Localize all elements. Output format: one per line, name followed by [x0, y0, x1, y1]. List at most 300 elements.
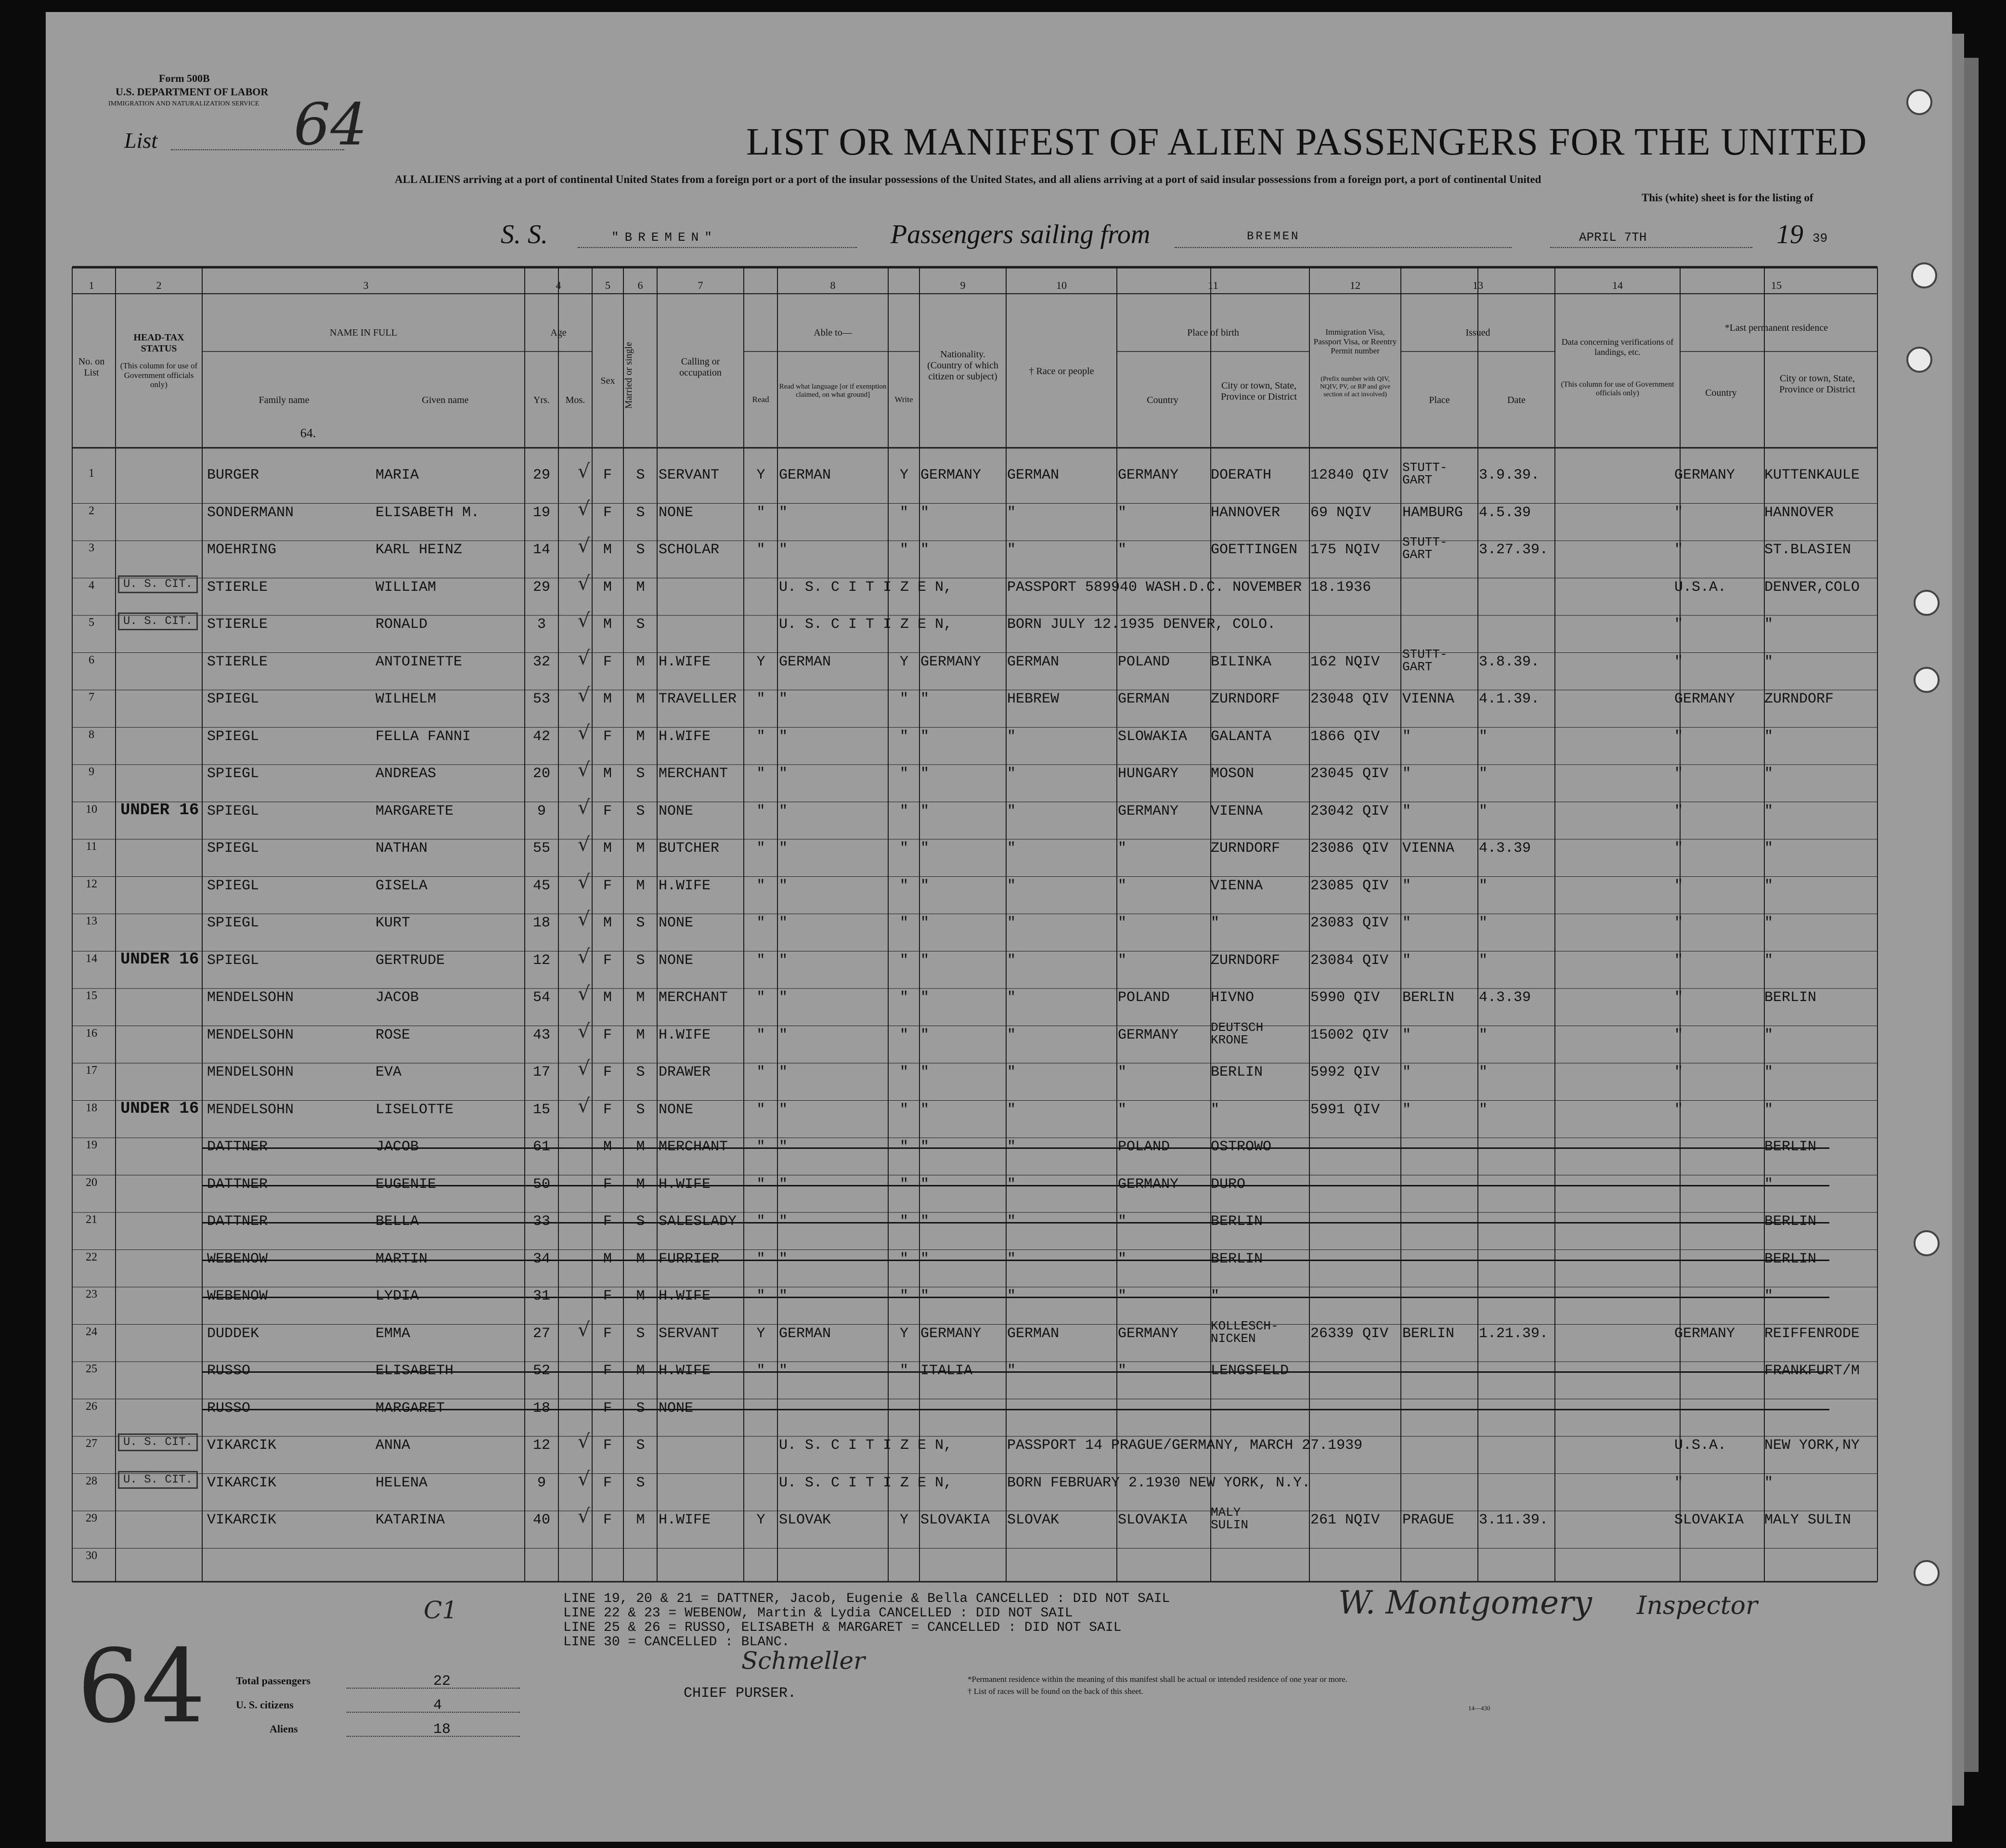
check-mark-icon: √ — [578, 684, 590, 706]
row-6-nat: GERMANY — [920, 653, 982, 670]
row-11-no: 11 — [86, 840, 97, 853]
row-3-visa: 175 NQIV — [1310, 542, 1380, 558]
row-11-race: " — [1007, 840, 1016, 857]
row-22-race: " — [1007, 1250, 1016, 1267]
row-5-given: RONALD — [375, 616, 428, 633]
row-24-sex: F — [603, 1325, 612, 1342]
row-7-bcountry: GERMAN — [1118, 691, 1170, 707]
header-write: Write — [894, 395, 913, 404]
check-mark-icon: √ — [578, 1094, 590, 1117]
ship-name: "BREMEN" — [611, 230, 718, 245]
row-4-sex: M — [603, 579, 612, 596]
row-16-lang: " — [779, 1027, 788, 1043]
col-number-3: 3 — [363, 279, 369, 291]
row-12-bcity: VIENNA — [1211, 877, 1263, 894]
row-7-idate: 4.1.39. — [1479, 691, 1540, 707]
row-12-lang: " — [779, 877, 788, 894]
row-17-family: MENDELSOHN — [207, 1064, 294, 1080]
row-4-no: 4 — [89, 579, 94, 592]
row-12-iplace: " — [1402, 877, 1411, 894]
row-24-race: GERMAN — [1007, 1325, 1060, 1342]
row-10-sex: F — [603, 803, 612, 820]
us-citizens-label: U. S. citizens — [236, 1699, 294, 1711]
row-6-yrs: 32 — [532, 653, 550, 670]
row-7-sex: M — [603, 691, 612, 707]
row-9-rcountry: " — [1674, 766, 1683, 782]
row-27-head-tax: U. S. CIT. — [118, 1433, 198, 1451]
row-27-citizen-detail: PASSPORT 14 PRAGUE/GERMANY, MARCH 27.1939 — [1007, 1437, 1363, 1454]
row-4-ms: M — [636, 579, 645, 596]
row-14-given: GERTRUDE — [375, 952, 445, 969]
row-16-read: " — [756, 1027, 765, 1043]
row-5-citizen-note: U. S. C I T I Z E N, — [779, 616, 953, 633]
row-18-family: MENDELSOHN — [207, 1101, 294, 1118]
row-13-family: SPIEGL — [207, 915, 259, 931]
row-13-calling: NONE — [659, 915, 694, 931]
row-29-sex: F — [603, 1512, 612, 1528]
header-calling: Calling or occupation — [679, 356, 722, 378]
row-7-family: SPIEGL — [207, 691, 259, 707]
row-23-read: " — [756, 1288, 765, 1304]
row-25-write: " — [899, 1363, 908, 1379]
row-15-write: " — [899, 989, 908, 1006]
row-17-rcity: " — [1764, 1064, 1773, 1080]
row-23-strikethrough — [202, 1297, 1829, 1298]
row-18-bcity: " — [1211, 1101, 1220, 1118]
row-25-ms: M — [636, 1363, 645, 1379]
row-17-nat: " — [920, 1064, 930, 1080]
row-5-ms: S — [636, 616, 645, 633]
check-mark-icon: √ — [578, 1468, 590, 1490]
row-22-yrs: 34 — [532, 1250, 550, 1267]
row-13-write: " — [899, 915, 908, 931]
row-8-sex: F — [603, 728, 612, 745]
row-6-calling: H.WIFE — [659, 653, 711, 670]
row-2-lang: " — [779, 504, 788, 521]
header-last-residence: *Last permanent residence — [1724, 323, 1828, 333]
us-citizens-value: 4 — [433, 1697, 442, 1714]
row-11-rcountry: " — [1674, 840, 1683, 857]
row-29-given: KATARINA — [375, 1512, 445, 1528]
row-9-visa: 23045 QIV — [1310, 766, 1389, 782]
row-25-family: RUSSO — [207, 1363, 251, 1379]
row-5-family: STIERLE — [207, 616, 268, 633]
row-11-given: NATHAN — [375, 840, 428, 857]
row-6-bcity: BILINKA — [1211, 653, 1272, 670]
header-family-name: Family name — [259, 395, 310, 405]
row-20-ms: M — [636, 1176, 645, 1193]
row-17-rcountry: " — [1674, 1064, 1683, 1080]
check-mark-icon: √ — [578, 535, 590, 557]
row-2-nat: " — [920, 504, 930, 521]
citizens-underline — [347, 1712, 520, 1713]
header-birth-city: City or town, State, Province or District — [1221, 380, 1297, 402]
row-3-family: MOEHRING — [207, 542, 277, 558]
row-6-visa: 162 NQIV — [1310, 653, 1380, 670]
row-3-calling: SCHOLAR — [659, 542, 720, 558]
row-18-given: LISELOTTE — [375, 1101, 454, 1118]
row-17-lang: " — [779, 1064, 788, 1080]
row-18-write: " — [899, 1101, 908, 1118]
row-21-rcity: BERLIN — [1764, 1213, 1817, 1230]
header-sex: Sex — [600, 376, 615, 386]
row-12-given: GISELA — [375, 877, 428, 894]
margin-c1: C1 — [424, 1596, 458, 1624]
header-read: Read — [752, 395, 769, 404]
row-3-bcity: GOETTINGEN — [1211, 542, 1298, 558]
sailing-port: BREMEN — [1247, 230, 1300, 243]
row-29-race: SLOVAK — [1007, 1512, 1060, 1528]
row-16-rcountry: " — [1674, 1027, 1683, 1043]
col-number-9: 9 — [960, 279, 966, 291]
row-3-iplace: STUTT- GART — [1402, 535, 1448, 562]
row-11-bcountry: " — [1118, 840, 1127, 857]
row-27-yrs: 12 — [532, 1437, 550, 1454]
header-married: Married or single — [623, 342, 634, 409]
row-10-no: 10 — [86, 803, 97, 816]
row-17-sex: F — [603, 1064, 612, 1080]
row-28-head-tax: U. S. CIT. — [118, 1471, 198, 1489]
row-17-calling: DRAWER — [659, 1064, 711, 1080]
form-code: 14—430 — [1468, 1705, 1490, 1712]
check-mark-icon: √ — [578, 945, 590, 968]
chief-purser-label: CHIEF PURSER. — [684, 1685, 797, 1702]
row-10-ms: S — [636, 803, 645, 820]
year-suffix: 39 — [1812, 231, 1828, 246]
row-10-rcity: " — [1764, 803, 1773, 820]
row-12-yrs: 45 — [532, 877, 550, 894]
row-23-nat: " — [920, 1288, 930, 1304]
row-10-rcountry: " — [1674, 803, 1683, 820]
row-17-bcity: BERLIN — [1211, 1064, 1263, 1080]
row-7-rcity: ZURNDORF — [1764, 691, 1834, 707]
row-9-calling: MERCHANT — [659, 766, 728, 782]
row-20-bcountry: GERMANY — [1118, 1176, 1179, 1193]
row-15-rcity: BERLIN — [1764, 989, 1817, 1006]
row-22-read: " — [756, 1250, 765, 1267]
row-11-lang: " — [779, 840, 788, 857]
row-3-bcountry: " — [1118, 542, 1127, 558]
row-13-given: KURT — [375, 915, 411, 931]
row-22-strikethrough — [202, 1260, 1829, 1261]
row-6-family: STIERLE — [207, 653, 268, 670]
row-14-write: " — [899, 952, 908, 969]
row-19-yrs: 61 — [532, 1139, 550, 1155]
row-18-ms: S — [636, 1101, 645, 1118]
row-17-no: 17 — [86, 1064, 97, 1077]
row-15-read: " — [756, 989, 765, 1006]
row-19-nat: " — [920, 1139, 930, 1155]
row-19-ms: M — [636, 1139, 645, 1155]
row-23-write: " — [899, 1288, 908, 1304]
row-23-given: LYDIA — [375, 1288, 419, 1304]
row-14-rcity: " — [1764, 952, 1773, 969]
row-17-given: EVA — [375, 1064, 402, 1080]
row-13-rcity: " — [1764, 915, 1773, 931]
row-9-lang: " — [779, 766, 788, 782]
row-23-no: 23 — [86, 1288, 97, 1301]
row-7-iplace: VIENNA — [1402, 691, 1455, 707]
row-15-bcity: HIVNO — [1211, 989, 1255, 1006]
row-12-calling: H.WIFE — [659, 877, 711, 894]
row-15-lang: " — [779, 989, 788, 1006]
row-16-calling: H.WIFE — [659, 1027, 711, 1043]
row-22-lang: " — [779, 1250, 788, 1267]
row-20-no: 20 — [86, 1176, 97, 1189]
row-13-rcountry: " — [1674, 915, 1683, 931]
row-1-lang: GERMAN — [779, 467, 831, 483]
header-issued: Issued — [1465, 327, 1490, 338]
row-12-ms: M — [636, 877, 645, 894]
check-mark-icon: √ — [578, 647, 590, 669]
year-prefix: 19 — [1776, 220, 1803, 249]
row-29-ms: M — [636, 1512, 645, 1528]
row-24-bcountry: GERMANY — [1118, 1325, 1179, 1342]
row-11-visa: 23086 QIV — [1310, 840, 1389, 857]
row-6-no: 6 — [89, 653, 94, 666]
row-14-sex: F — [603, 952, 612, 969]
row-24-rcity: REIFFENRODE — [1764, 1325, 1860, 1342]
row-10-bcountry: GERMANY — [1118, 803, 1179, 820]
header-nationality: Nationality. (Country of which citizen or subject) — [927, 349, 998, 382]
header-no-on-list: No. on List — [78, 356, 105, 378]
row-26-yrs: 18 — [532, 1400, 550, 1417]
row-14-race: " — [1007, 952, 1016, 969]
row-26-calling: NONE — [659, 1400, 694, 1417]
margin-number: 64 — [77, 1627, 206, 1745]
row-18-sex: F — [603, 1101, 612, 1118]
col-number-12: 12 — [1350, 279, 1360, 291]
row-10-visa: 23042 QIV — [1310, 803, 1389, 820]
row-18-rcountry: " — [1674, 1101, 1683, 1118]
row-21-ms: S — [636, 1213, 645, 1230]
row-20-rcity: " — [1764, 1176, 1773, 1193]
row-20-race: " — [1007, 1176, 1016, 1193]
row-19-family: DATTNER — [207, 1139, 268, 1155]
row-23-bcity: " — [1211, 1288, 1220, 1304]
row-23-family: WEBENOW — [207, 1288, 268, 1304]
row-4-given: WILLIAM — [375, 579, 437, 596]
row-3-read: " — [756, 542, 765, 558]
row-22-ms: M — [636, 1250, 645, 1267]
row-9-no: 9 — [89, 766, 94, 778]
row-29-visa: 261 NQIV — [1310, 1512, 1380, 1528]
row-11-calling: BUTCHER — [659, 840, 720, 857]
row-17-race: " — [1007, 1064, 1016, 1080]
row-25-rcity: FRANKFURT/M — [1764, 1363, 1860, 1379]
row-12-read: " — [756, 877, 765, 894]
header-head-tax: HEAD-TAX STATUS — [133, 332, 184, 354]
row-28-yrs: 9 — [537, 1474, 546, 1491]
check-mark-icon: √ — [578, 833, 590, 856]
header-given-name: Given name — [422, 395, 469, 405]
row-24-write: Y — [899, 1325, 908, 1342]
row-18-head-tax: UNDER 16 — [120, 1099, 199, 1118]
ss-label: S. S. — [501, 220, 548, 249]
col-number-6: 6 — [637, 279, 643, 291]
row-2-rcity: HANNOVER — [1764, 504, 1834, 521]
row-18-idate: " — [1479, 1101, 1488, 1118]
row-13-ms: S — [636, 915, 645, 931]
row-15-iplace: BERLIN — [1402, 989, 1455, 1006]
row-14-yrs: 12 — [532, 952, 550, 969]
row-8-race: " — [1007, 728, 1016, 745]
row-3-ms: S — [636, 542, 645, 558]
row-25-no: 25 — [86, 1363, 97, 1375]
row-17-iplace: " — [1402, 1064, 1411, 1080]
row-26-sex: F — [603, 1400, 612, 1417]
total-passengers-label: Total passengers — [236, 1675, 311, 1687]
row-23-calling: H.WIFE — [659, 1288, 711, 1304]
row-6-bcountry: POLAND — [1118, 653, 1170, 670]
row-13-read: " — [756, 915, 765, 931]
row-3-race: " — [1007, 542, 1016, 558]
sailing-date: APRIL 7TH — [1579, 230, 1647, 245]
row-9-race: " — [1007, 766, 1016, 782]
row-28-citizen-note: U. S. C I T I Z E N, — [779, 1474, 953, 1491]
row-20-calling: H.WIFE — [659, 1176, 711, 1193]
row-27-citizen-note: U. S. C I T I Z E N, — [779, 1437, 953, 1454]
row-15-given: JACOB — [375, 989, 419, 1006]
row-9-family: SPIEGL — [207, 766, 259, 782]
subtitle-line1: ALL ALIENS arriving at a port of continental United States from a foreign port or a port of the insular possessions of the United States, and all aliens arriving at a port of said insular possessions from a foreign port, a port of continental United — [395, 173, 1541, 185]
row-29-idate: 3.11.39. — [1479, 1512, 1549, 1528]
row-17-idate: " — [1479, 1064, 1488, 1080]
row-29-rcountry: SLOVAKIA — [1674, 1512, 1744, 1528]
row-11-bcity: ZURNDORF — [1211, 840, 1281, 857]
row-1-bcountry: GERMANY — [1118, 467, 1179, 483]
row-18-calling: NONE — [659, 1101, 694, 1118]
row-2-yrs: 19 — [532, 504, 550, 521]
row-18-lang: " — [779, 1101, 788, 1118]
row-11-idate: 4.3.39 — [1479, 840, 1531, 857]
row-18-read: " — [756, 1101, 765, 1118]
row-8-visa: 1866 QIV — [1310, 728, 1380, 745]
row-2-iplace: HAMBURG — [1402, 504, 1463, 521]
row-20-bcity: DURO — [1211, 1176, 1246, 1193]
row-10-bcity: VIENNA — [1211, 803, 1263, 820]
row-24-visa: 26339 QIV — [1310, 1325, 1389, 1342]
row-25-lang: " — [779, 1363, 788, 1379]
row-1-no: 1 — [89, 467, 94, 480]
row-21-bcountry: " — [1118, 1213, 1127, 1230]
subtitle-line2: This (white) sheet is for the listing of — [1642, 192, 1813, 204]
row-9-idate: " — [1479, 766, 1488, 782]
row-21-given: BELLA — [375, 1213, 419, 1230]
sailing-label: Passengers sailing from — [891, 220, 1151, 249]
row-21-race: " — [1007, 1213, 1016, 1230]
row-20-family: DATTNER — [207, 1176, 268, 1193]
row-1-rcountry: GERMANY — [1674, 467, 1735, 483]
row-14-nat: " — [920, 952, 930, 969]
row-21-sex: F — [603, 1213, 612, 1230]
row-8-lang: " — [779, 728, 788, 745]
check-mark-icon: √ — [578, 1057, 590, 1080]
row-29-calling: H.WIFE — [659, 1512, 711, 1528]
header-yrs: Yrs. — [533, 395, 550, 405]
row-7-ms: M — [636, 691, 645, 707]
row-25-bcity: LENGSFELD — [1211, 1363, 1289, 1379]
row-16-no: 16 — [86, 1027, 97, 1040]
row-10-write: " — [899, 803, 908, 820]
row-17-bcountry: " — [1118, 1064, 1127, 1080]
row-20-sex: F — [603, 1176, 612, 1193]
col-number-10: 10 — [1056, 279, 1067, 291]
row-1-family: BURGER — [207, 467, 259, 483]
row-8-bcountry: SLOWAKIA — [1118, 728, 1188, 745]
check-mark-icon: √ — [578, 610, 590, 632]
row-1-race: GERMAN — [1007, 467, 1060, 483]
row-4-head-tax: U. S. CIT. — [118, 575, 198, 593]
row-20-read: " — [756, 1176, 765, 1193]
row-10-head-tax: UNDER 16 — [120, 801, 199, 820]
row-25-calling: H.WIFE — [659, 1363, 711, 1379]
row-27-no: 27 — [86, 1437, 97, 1450]
cancel-note-1: LINE 19, 20 & 21 = DATTNER, Jacob, Eugenie & Bella CANCELLED : DID NOT SAIL — [563, 1591, 1170, 1606]
row-8-family: SPIEGL — [207, 728, 259, 745]
row-10-lang: " — [779, 803, 788, 820]
list-label: List — [124, 128, 158, 153]
row-15-idate: 4.3.39 — [1479, 989, 1531, 1006]
row-27-rcity: NEW YORK,NY — [1764, 1437, 1860, 1454]
row-10-read: " — [756, 803, 765, 820]
row-5-rcountry: " — [1674, 616, 1683, 633]
row-21-strikethrough — [202, 1222, 1829, 1223]
row-12-visa: 23085 QIV — [1310, 877, 1389, 894]
row-29-bcountry: SLOVAKIA — [1118, 1512, 1188, 1528]
row-8-bcity: GALANTA — [1211, 728, 1272, 745]
list-mark: 64. — [300, 426, 316, 440]
row-25-yrs: 52 — [532, 1363, 550, 1379]
row-24-yrs: 27 — [532, 1325, 550, 1342]
row-16-nat: " — [920, 1027, 930, 1043]
cancel-note-3: LINE 25 & 26 = RUSSO, ELISABETH & MARGARET = CANCELLED : DID NOT SAIL — [563, 1620, 1122, 1635]
list-number: 64 — [294, 91, 367, 158]
row-5-sex: M — [603, 616, 612, 633]
row-26-ms: S — [636, 1400, 645, 1417]
row-6-lang: GERMAN — [779, 653, 831, 670]
row-2-idate: 4.5.39 — [1479, 504, 1531, 521]
row-3-idate: 3.27.39. — [1479, 542, 1549, 558]
row-15-bcountry: POLAND — [1118, 989, 1170, 1006]
row-8-nat: " — [920, 728, 930, 745]
row-14-rcountry: " — [1674, 952, 1683, 969]
row-15-calling: MERCHANT — [659, 989, 728, 1006]
col-number-14: 14 — [1612, 279, 1623, 291]
row-18-rcity: " — [1764, 1101, 1773, 1118]
row-28-family: VIKARCIK — [207, 1474, 277, 1491]
col-number-1: 1 — [89, 279, 94, 291]
header-race: † Race or people — [1029, 366, 1094, 377]
row-22-bcity: BERLIN — [1211, 1250, 1263, 1267]
row-28-citizen-detail: BORN FEBRUARY 2.1930 NEW YORK, N.Y. — [1007, 1474, 1311, 1491]
col-number-8: 8 — [830, 279, 836, 291]
row-28-sex: F — [603, 1474, 612, 1491]
row-14-family: SPIEGL — [207, 952, 259, 969]
header-res-country: Country — [1705, 388, 1737, 398]
total-underline — [347, 1688, 520, 1689]
row-19-write: " — [899, 1139, 908, 1155]
row-1-yrs: 29 — [532, 467, 550, 483]
row-9-given: ANDREAS — [375, 766, 437, 782]
row-8-rcountry: " — [1674, 728, 1683, 745]
row-21-read: " — [756, 1213, 765, 1230]
row-27-family: VIKARCIK — [207, 1437, 277, 1454]
row-4-family: STIERLE — [207, 579, 268, 596]
row-14-lang: " — [779, 952, 788, 969]
row-19-given: JACOB — [375, 1139, 419, 1155]
check-mark-icon: √ — [578, 1020, 590, 1042]
